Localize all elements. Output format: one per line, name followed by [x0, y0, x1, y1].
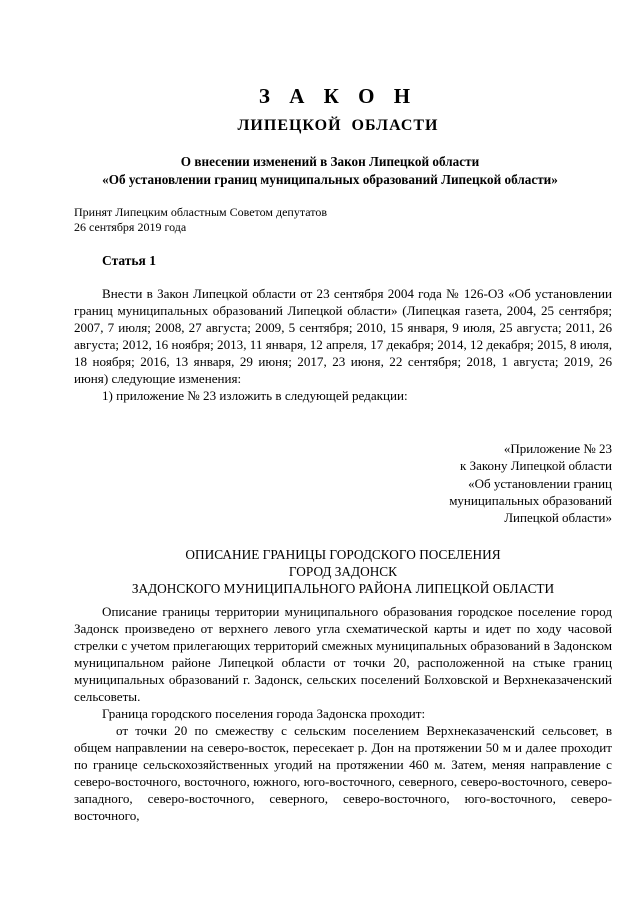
law-region: ЛИПЕЦКОЙ ОБЛАСТИ	[237, 117, 439, 134]
appendix-line: к Закону Липецкой области	[460, 458, 612, 474]
article-paragraph: Внести в Закон Липецкой области от 23 сентября 2004 года № 126-ОЗ «Об установлении границ муниципальных образований Липецкой области» (Липецкая газета, 2004, 25 сентября; 2007, 7 июля; 2008, 27 августа; 2009, 5 сентября; 2010, 15 января, 9 июля, 25 августа; 2011, 26 августа; 2012, 16 ноября; 2013, 11 января, 12 апреля, 17 декабря; 2014, 12 декабря; 2015, 8 июля, 18 ноября; 2016, 13 января, 29 июня; 2017, 23 июня, 22 сентября; 2018, 1 августа; 2019, 26 июня) следующие изменения:	[74, 286, 612, 386]
description-title-line: ГОРОД ЗАДОНСК	[288, 564, 398, 579]
article-paragraph: 1) приложение № 23 изложить в следующей редакции:	[102, 388, 408, 403]
description-title	[74, 546, 612, 597]
description-title-line: ЗАДОНСКОГО МУНИЦИПАЛЬНОГО РАЙОНА ЛИПЕЦКОЙ ОБЛАСТИ	[131, 581, 555, 596]
law-subtitle	[74, 153, 586, 189]
description-body	[74, 603, 612, 824]
description-paragraph: Граница городского поселения города Задонска проходит:	[102, 706, 426, 721]
article-heading: Статья 1	[102, 253, 156, 268]
law-title: З А К О Н	[258, 84, 418, 108]
description-title-line: ОПИСАНИЕ ГРАНИЦЫ ГОРОДСКОГО ПОСЕЛЕНИЯ	[185, 547, 501, 562]
appendix-line: Липецкой области»	[504, 510, 612, 526]
adoption-date: 26 сентября 2019 года	[74, 220, 187, 234]
adoption-body: Принят Липецким областным Советом депутатов	[74, 205, 328, 219]
adoption-note	[74, 205, 327, 235]
appendix-line: «Об установлении границ	[468, 475, 612, 491]
appendix-reference	[352, 440, 612, 526]
subtitle-line: «Об установлении границ муниципальных образований Липецкой области»	[102, 172, 558, 187]
appendix-line: муниципальных образований	[449, 492, 612, 508]
description-paragraph: Описание границы территории муниципального образования городское поселение город Задонск произведено от верхнего левого угла схематической карты и идет по ходу часовой стрелки с учетом прилегающих территорий смежных муниципальных образований в Задонском муниципальном районе Липецкой области от точки 20, расположенной на стыке границ муниципальных образований г. Задонск, сельских поселений Болховской и Верхнеказаченский сельсоветы.	[74, 604, 612, 704]
subtitle-line: О внесении изменений в Закон Липецкой области	[180, 154, 480, 169]
description-paragraph: от точки 20 по смежеству с сельским поселением Верхнеказаченский сельсовет, в общем направлении на северо-восток, пересекает р. Дон на протяжении 50 м и далее проходит по границе сельскохозяйственных угодий на протяжении 460 м. Затем, меняя направление с северо-восточного, восточного, южного, юго-восточного, северного, северо-восточного, северо-западного, северо-восточного, северного, северо-восточного, юго-восточного, северо-восточного,	[74, 723, 612, 823]
article-body	[74, 285, 612, 404]
appendix-line: «Приложение № 23	[503, 441, 612, 456]
